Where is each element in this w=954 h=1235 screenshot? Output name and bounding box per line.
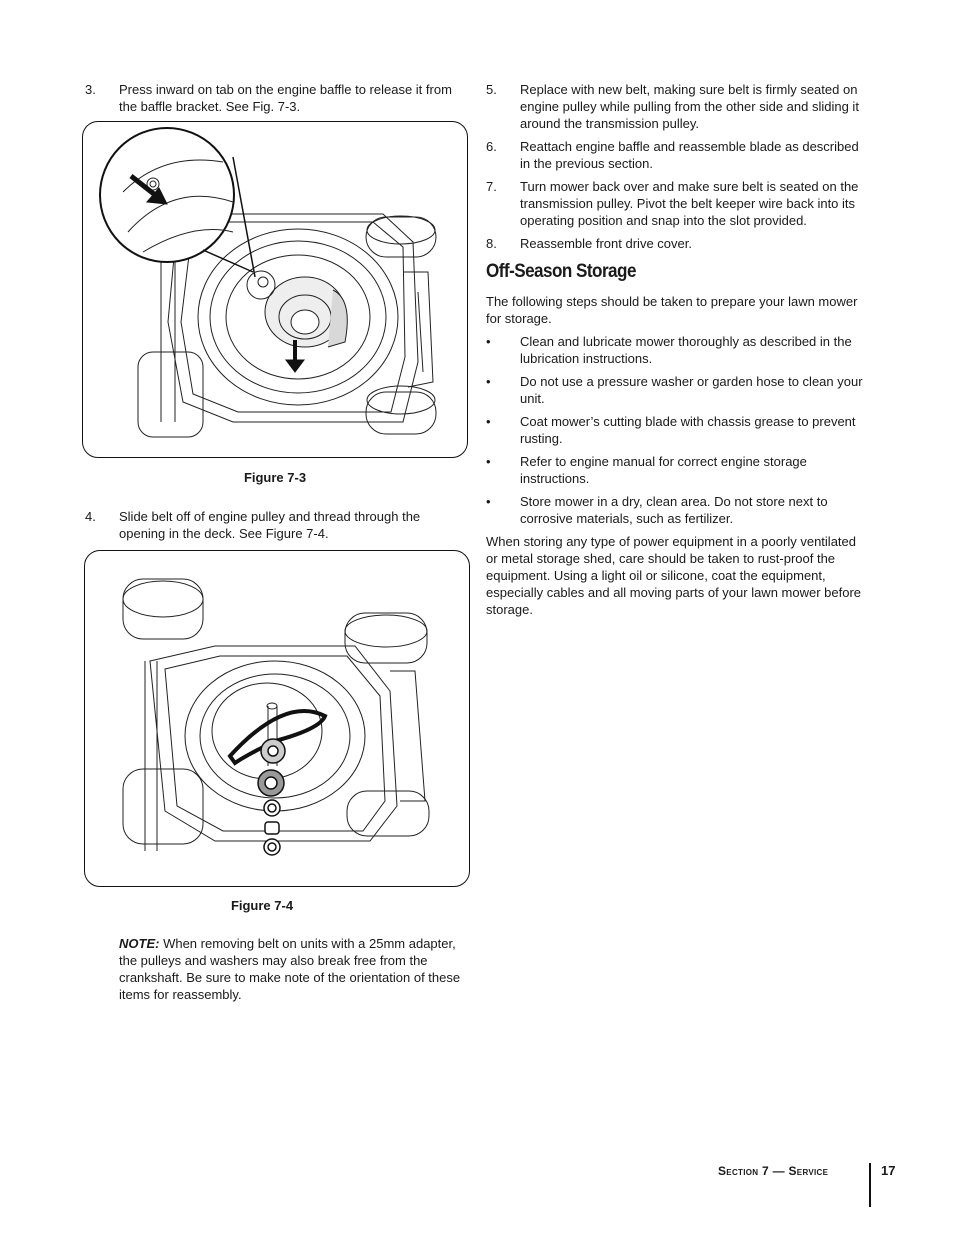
step-6 [486,138,870,174]
footer-divider [869,1163,871,1207]
mower-baffle-drawing [83,122,467,457]
figure-7-4-illustration [84,550,470,887]
step-text: Turn mower back over and make sure belt is seated on the transmission pulley. Pivot the belt keeper wire back into its operating position and snap into the slot provided. [520,179,859,228]
step-number: 7. [486,179,497,194]
step-number: 8. [486,236,497,251]
figure-7-4-caption: Figure 7-4 [230,898,294,913]
step-5 [486,81,870,133]
step-7 [486,178,870,230]
step-text: Replace with new belt, making sure belt is firmly seated on engine pulley while pulling from the other side and sliding it around the transmission pulley. [520,82,859,131]
step-number: 4. [85,509,96,524]
bullet-item [486,493,870,529]
page-number: 17 [881,1163,896,1178]
footer-section-title: Section 7 — Service [718,1164,829,1178]
figure-7-3-illustration [82,121,468,458]
closing-paragraph: When storing any type of power equipment in a poorly ventilated or metal storage shed, care should be taken to rust-proof the equipment. Using a light oil or silicone, coat the equipment, especially cables and all moving parts of your lawn mower before storage. [486,534,862,617]
belt-removal-drawing [85,551,469,886]
bullet-dot: • [486,454,491,469]
step-number: 5. [486,82,497,97]
step-8 [486,235,870,253]
bullet-item [486,373,870,409]
intro-paragraph: The following steps should be taken to prepare your lawn mower for storage. [486,294,858,326]
bullet-dot: • [486,374,491,389]
bullet-text: Clean and lubricate mower thoroughly as described in the lubrication instructions. [520,334,852,366]
figure-7-3-caption: Figure 7-3 [243,470,307,485]
bullet-text: Store mower in a dry, clean area. Do not store next to corrosive materials, such as fertilizer. [520,494,828,526]
step-text: Slide belt off of engine pulley and thread through the opening in the deck. See Figure 7-4. [119,509,421,541]
bullet-dot: • [486,494,491,509]
bullet-text: Coat mower’s cutting blade with chassis grease to prevent rusting. [520,414,856,446]
note-text: When removing belt on units with a 25mm adapter, the pulleys and washers may also break free from the crankshaft. Be sure to make note of the orientation of these items for reassembly. [119,936,461,1002]
bullet-text: Do not use a pressure washer or garden hose to clean your unit. [520,374,863,406]
step-text: Reattach engine baffle and reassemble blade as described in the previous section. [520,139,859,171]
section-heading: Off-Season Storage [486,261,636,282]
note-paragraph [119,935,469,1003]
step-number: 6. [486,139,497,154]
step-4 [85,508,465,544]
bullet-item [486,333,870,369]
note-label: NOTE: [119,936,160,951]
bullet-dot: • [486,334,491,349]
step-text: Reassemble front drive cover. [520,236,692,251]
step-number: 3. [85,82,96,97]
bullet-item [486,453,870,489]
step-3 [85,81,465,117]
bullet-dot: • [486,414,491,429]
step-text: Press inward on tab on the engine baffle to release it from the baffle bracket. See Fig. 7-3. [119,82,452,114]
bullet-text: Refer to engine manual for correct engine storage instructions. [520,454,807,486]
bullet-item [486,413,870,449]
